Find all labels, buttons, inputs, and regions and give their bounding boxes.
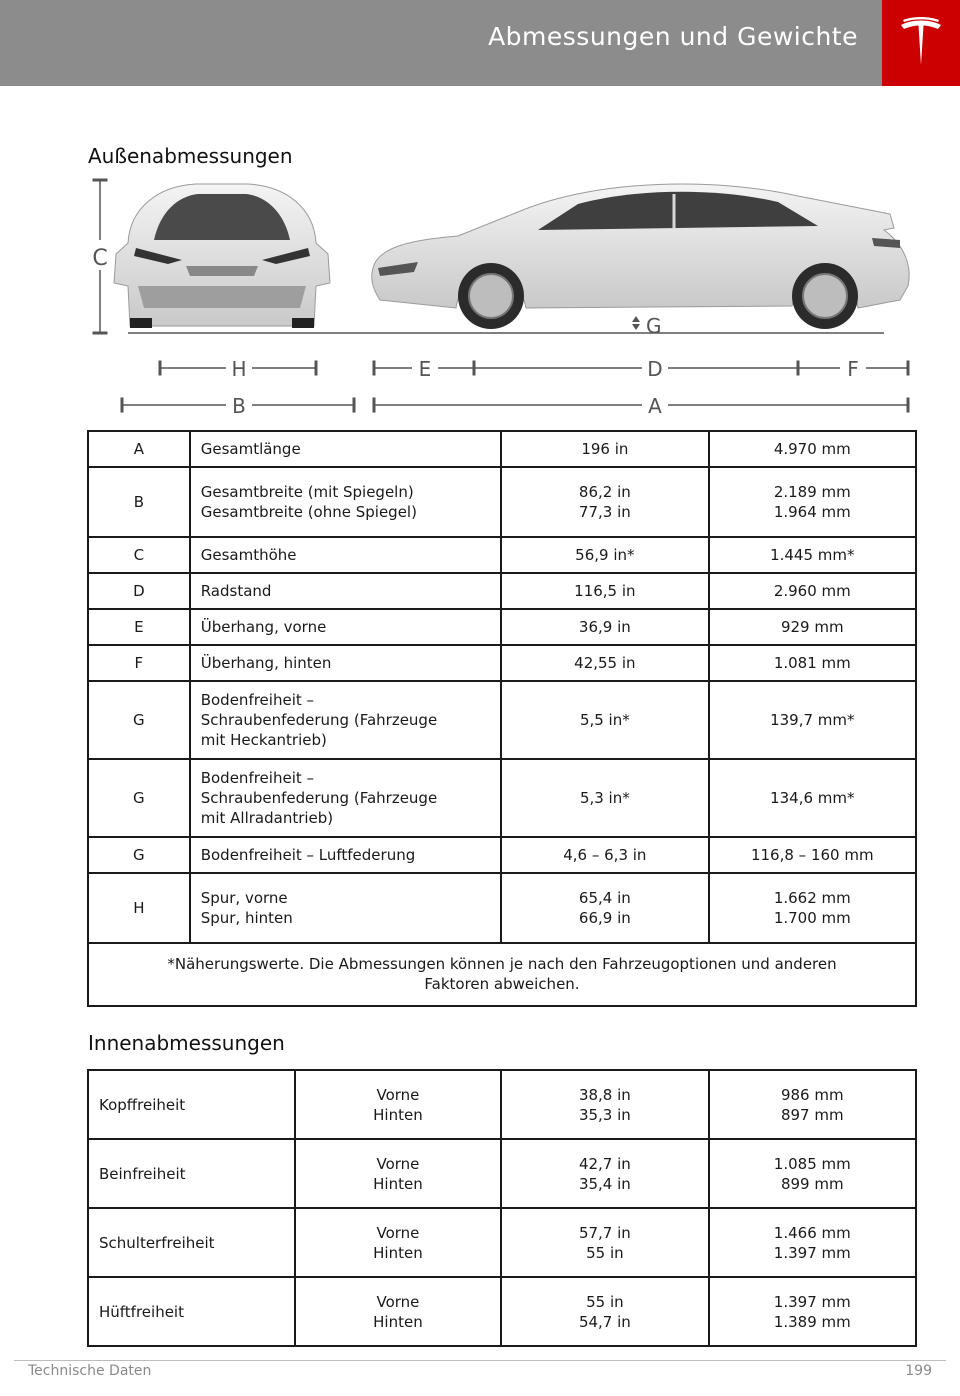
table-row [88, 467, 916, 537]
header-title: Abmessungen und Gewichte [488, 22, 858, 51]
dimension-description-line: Spur, hinten [200, 909, 293, 927]
value-millimeters [709, 1070, 916, 1139]
seat-position-line: Hinten [373, 1174, 423, 1193]
seat-position-line: Hinten [373, 1105, 423, 1124]
table-row [88, 1277, 916, 1346]
value-inches [501, 759, 708, 837]
seat-position-line: Vorne [376, 1223, 420, 1242]
dim-label-e: E [418, 357, 432, 381]
value-inches [501, 873, 708, 943]
value-inches-line: 38,8 in [578, 1085, 631, 1104]
value-inches [501, 645, 708, 681]
value-inches [501, 573, 708, 609]
value-millimeters-line: 929 mm [780, 618, 844, 636]
dimension-description-line: Schraubenfederung (Fahrzeuge [200, 789, 438, 807]
value-inches [501, 609, 708, 645]
value-millimeters-line: 1.466 mm [773, 1223, 851, 1242]
page-header [0, 0, 960, 86]
dimension-description [190, 873, 501, 943]
value-inches-line: 36,9 in [578, 618, 631, 636]
table-row [88, 645, 916, 681]
dimension-code: H [88, 873, 190, 943]
footer-section-name: Technische Daten [28, 1363, 152, 1379]
value-millimeters-line: 139,7 mm* [770, 711, 855, 729]
dimension-code: E [88, 609, 190, 645]
interior-dimensions-table [87, 1069, 917, 1347]
value-millimeters [709, 1139, 916, 1208]
value-inches-line: 55 in [586, 1243, 624, 1262]
value-inches [501, 837, 708, 873]
interior-measure-name: Hüftfreiheit [88, 1277, 295, 1346]
table-row [88, 609, 916, 645]
dimension-description-line: Gesamtbreite (ohne Spiegel) [200, 503, 417, 521]
dimension-code: G [88, 837, 190, 873]
value-millimeters-line: 116,8 – 160 mm [750, 846, 874, 864]
page-number: 199 [905, 1363, 932, 1379]
value-inches-line: 116,5 in [574, 582, 636, 600]
value-inches [501, 467, 708, 537]
value-inches [501, 1070, 708, 1139]
value-inches-line: 42,55 in [574, 654, 636, 672]
dim-label-g: G [646, 314, 662, 338]
value-inches-line: 66,9 in [578, 909, 631, 927]
value-inches-line: 4,6 – 6,3 in [563, 846, 647, 864]
seat-position-line: Vorne [376, 1292, 420, 1311]
interior-measure-name: Kopffreiheit [88, 1070, 295, 1139]
value-millimeters-line: 986 mm [780, 1085, 844, 1104]
value-millimeters-line: 134,6 mm* [770, 789, 855, 807]
car-front-view [114, 184, 330, 328]
value-inches-line: 42,7 in [578, 1154, 631, 1173]
seat-position [295, 1139, 501, 1208]
dimension-description-line: mit Allradantrieb) [200, 809, 334, 827]
dimension-description-line: Gesamthöhe [200, 546, 297, 564]
exterior-section-title: Außenabmessungen [88, 144, 293, 168]
dimension-description [190, 467, 501, 537]
table-row [88, 759, 916, 837]
dim-label-h: H [231, 357, 247, 381]
dimension-description-line: Gesamtlänge [200, 440, 301, 458]
dimension-description [190, 837, 501, 873]
dimension-description-line: Bodenfreiheit – [200, 691, 315, 709]
value-millimeters [709, 573, 916, 609]
table-row [88, 573, 916, 609]
vehicle-dimension-diagram [78, 168, 918, 423]
table-row [88, 1139, 916, 1208]
value-inches-line: 56,9 in* [575, 546, 635, 564]
brand-logo [882, 0, 960, 86]
value-inches-line: 35,3 in [578, 1105, 631, 1124]
value-millimeters-line: 1.397 mm [773, 1243, 851, 1262]
table-row [88, 681, 916, 759]
dimension-description [190, 609, 501, 645]
dimension-description-line: Gesamtbreite (mit Spiegeln) [200, 483, 414, 501]
seat-position-line: Hinten [373, 1243, 423, 1262]
table-row [88, 431, 916, 467]
value-inches [501, 537, 708, 573]
footnote-line: *Näherungswerte. Die Abmessungen können je nach den Fahrzeugoptionen und anderen [167, 955, 837, 973]
table-row [88, 537, 916, 573]
exterior-dimensions-table [87, 430, 917, 1007]
value-inches-line: 54,7 in [578, 1312, 631, 1331]
value-millimeters-line: 1.081 mm [773, 654, 851, 672]
seat-position-line: Hinten [373, 1312, 423, 1331]
dimension-description [190, 681, 501, 759]
value-inches [501, 1277, 708, 1346]
dimension-description-line: Schraubenfederung (Fahrzeuge [200, 711, 438, 729]
value-millimeters [709, 1277, 916, 1346]
dimension-code: F [88, 645, 190, 681]
footnote-line: Faktoren abweichen. [424, 975, 580, 993]
dimension-description [190, 537, 501, 573]
dimension-code: G [88, 759, 190, 837]
dim-label-f: F [847, 357, 859, 381]
dimension-description-line: Radstand [200, 582, 272, 600]
dimension-description-line: Überhang, vorne [200, 618, 327, 636]
dimension-code: C [88, 537, 190, 573]
value-millimeters [709, 645, 916, 681]
interior-section-title: Innenabmessungen [88, 1031, 285, 1055]
value-inches [501, 681, 708, 759]
car-side-view [372, 184, 909, 329]
dim-label-c: C [92, 246, 108, 271]
value-inches-line: 5,5 in* [579, 711, 630, 729]
value-millimeters [709, 1208, 916, 1277]
value-millimeters-line: 1.964 mm [773, 503, 851, 521]
dimension-code: D [88, 573, 190, 609]
dim-label-d: D [647, 357, 663, 381]
footnote-row [88, 943, 916, 1006]
value-inches-line: 5,3 in* [579, 789, 630, 807]
dimension-description [190, 759, 501, 837]
value-millimeters [709, 609, 916, 645]
dimension-description-line: mit Heckantrieb) [200, 731, 327, 749]
dim-label-b: B [232, 394, 246, 418]
value-inches-line: 86,2 in [578, 483, 631, 501]
dimension-code: G [88, 681, 190, 759]
value-inches-line: 65,4 in [578, 889, 631, 907]
seat-position-line: Vorne [376, 1085, 420, 1104]
value-millimeters [709, 873, 916, 943]
value-inches [501, 1139, 708, 1208]
value-millimeters-line: 897 mm [780, 1105, 844, 1124]
interior-measure-name: Schulterfreiheit [88, 1208, 295, 1277]
dimension-description-line: Überhang, hinten [200, 654, 332, 672]
tesla-logo-icon [898, 17, 944, 69]
dimension-code: B [88, 467, 190, 537]
value-millimeters-line: 1.389 mm [773, 1312, 851, 1331]
table-row [88, 1070, 916, 1139]
value-millimeters-line: 4.970 mm [773, 440, 851, 458]
dimension-description-line: Bodenfreiheit – [200, 769, 315, 787]
value-inches [501, 431, 708, 467]
footer-divider [14, 1360, 946, 1361]
value-millimeters [709, 837, 916, 873]
value-millimeters [709, 759, 916, 837]
value-inches-line: 77,3 in [578, 503, 631, 521]
value-millimeters [709, 537, 916, 573]
table-row [88, 837, 916, 873]
seat-position [295, 1070, 501, 1139]
dimension-description [190, 645, 501, 681]
dimension-description [190, 573, 501, 609]
value-millimeters [709, 431, 916, 467]
dimension-description-line: Bodenfreiheit – Luftfederung [200, 846, 416, 864]
value-inches-line: 35,4 in [578, 1174, 631, 1193]
value-millimeters-line: 1.662 mm [773, 889, 851, 907]
value-millimeters-line: 899 mm [780, 1174, 844, 1193]
table-row [88, 873, 916, 943]
seat-position [295, 1277, 501, 1346]
seat-position-line: Vorne [376, 1154, 420, 1173]
value-inches-line: 196 in [581, 440, 629, 458]
dimension-code: A [88, 431, 190, 467]
value-millimeters-line: 2.960 mm [773, 582, 851, 600]
value-millimeters-line: 1.700 mm [773, 909, 851, 927]
value-millimeters-line: 1.397 mm [773, 1292, 851, 1311]
value-millimeters-line: 2.189 mm [773, 483, 851, 501]
value-millimeters-line: 1.445 mm* [770, 546, 855, 564]
dimension-description [190, 431, 501, 467]
dimension-description-line: Spur, vorne [200, 889, 288, 907]
value-inches [501, 1208, 708, 1277]
value-inches-line: 55 in [586, 1292, 624, 1311]
seat-position [295, 1208, 501, 1277]
interior-measure-name: Beinfreiheit [88, 1139, 295, 1208]
value-inches-line: 57,7 in [578, 1223, 631, 1242]
value-millimeters-line: 1.085 mm [773, 1154, 851, 1173]
table-row [88, 1208, 916, 1277]
value-millimeters [709, 681, 916, 759]
dim-label-a: A [648, 394, 662, 418]
value-millimeters [709, 467, 916, 537]
